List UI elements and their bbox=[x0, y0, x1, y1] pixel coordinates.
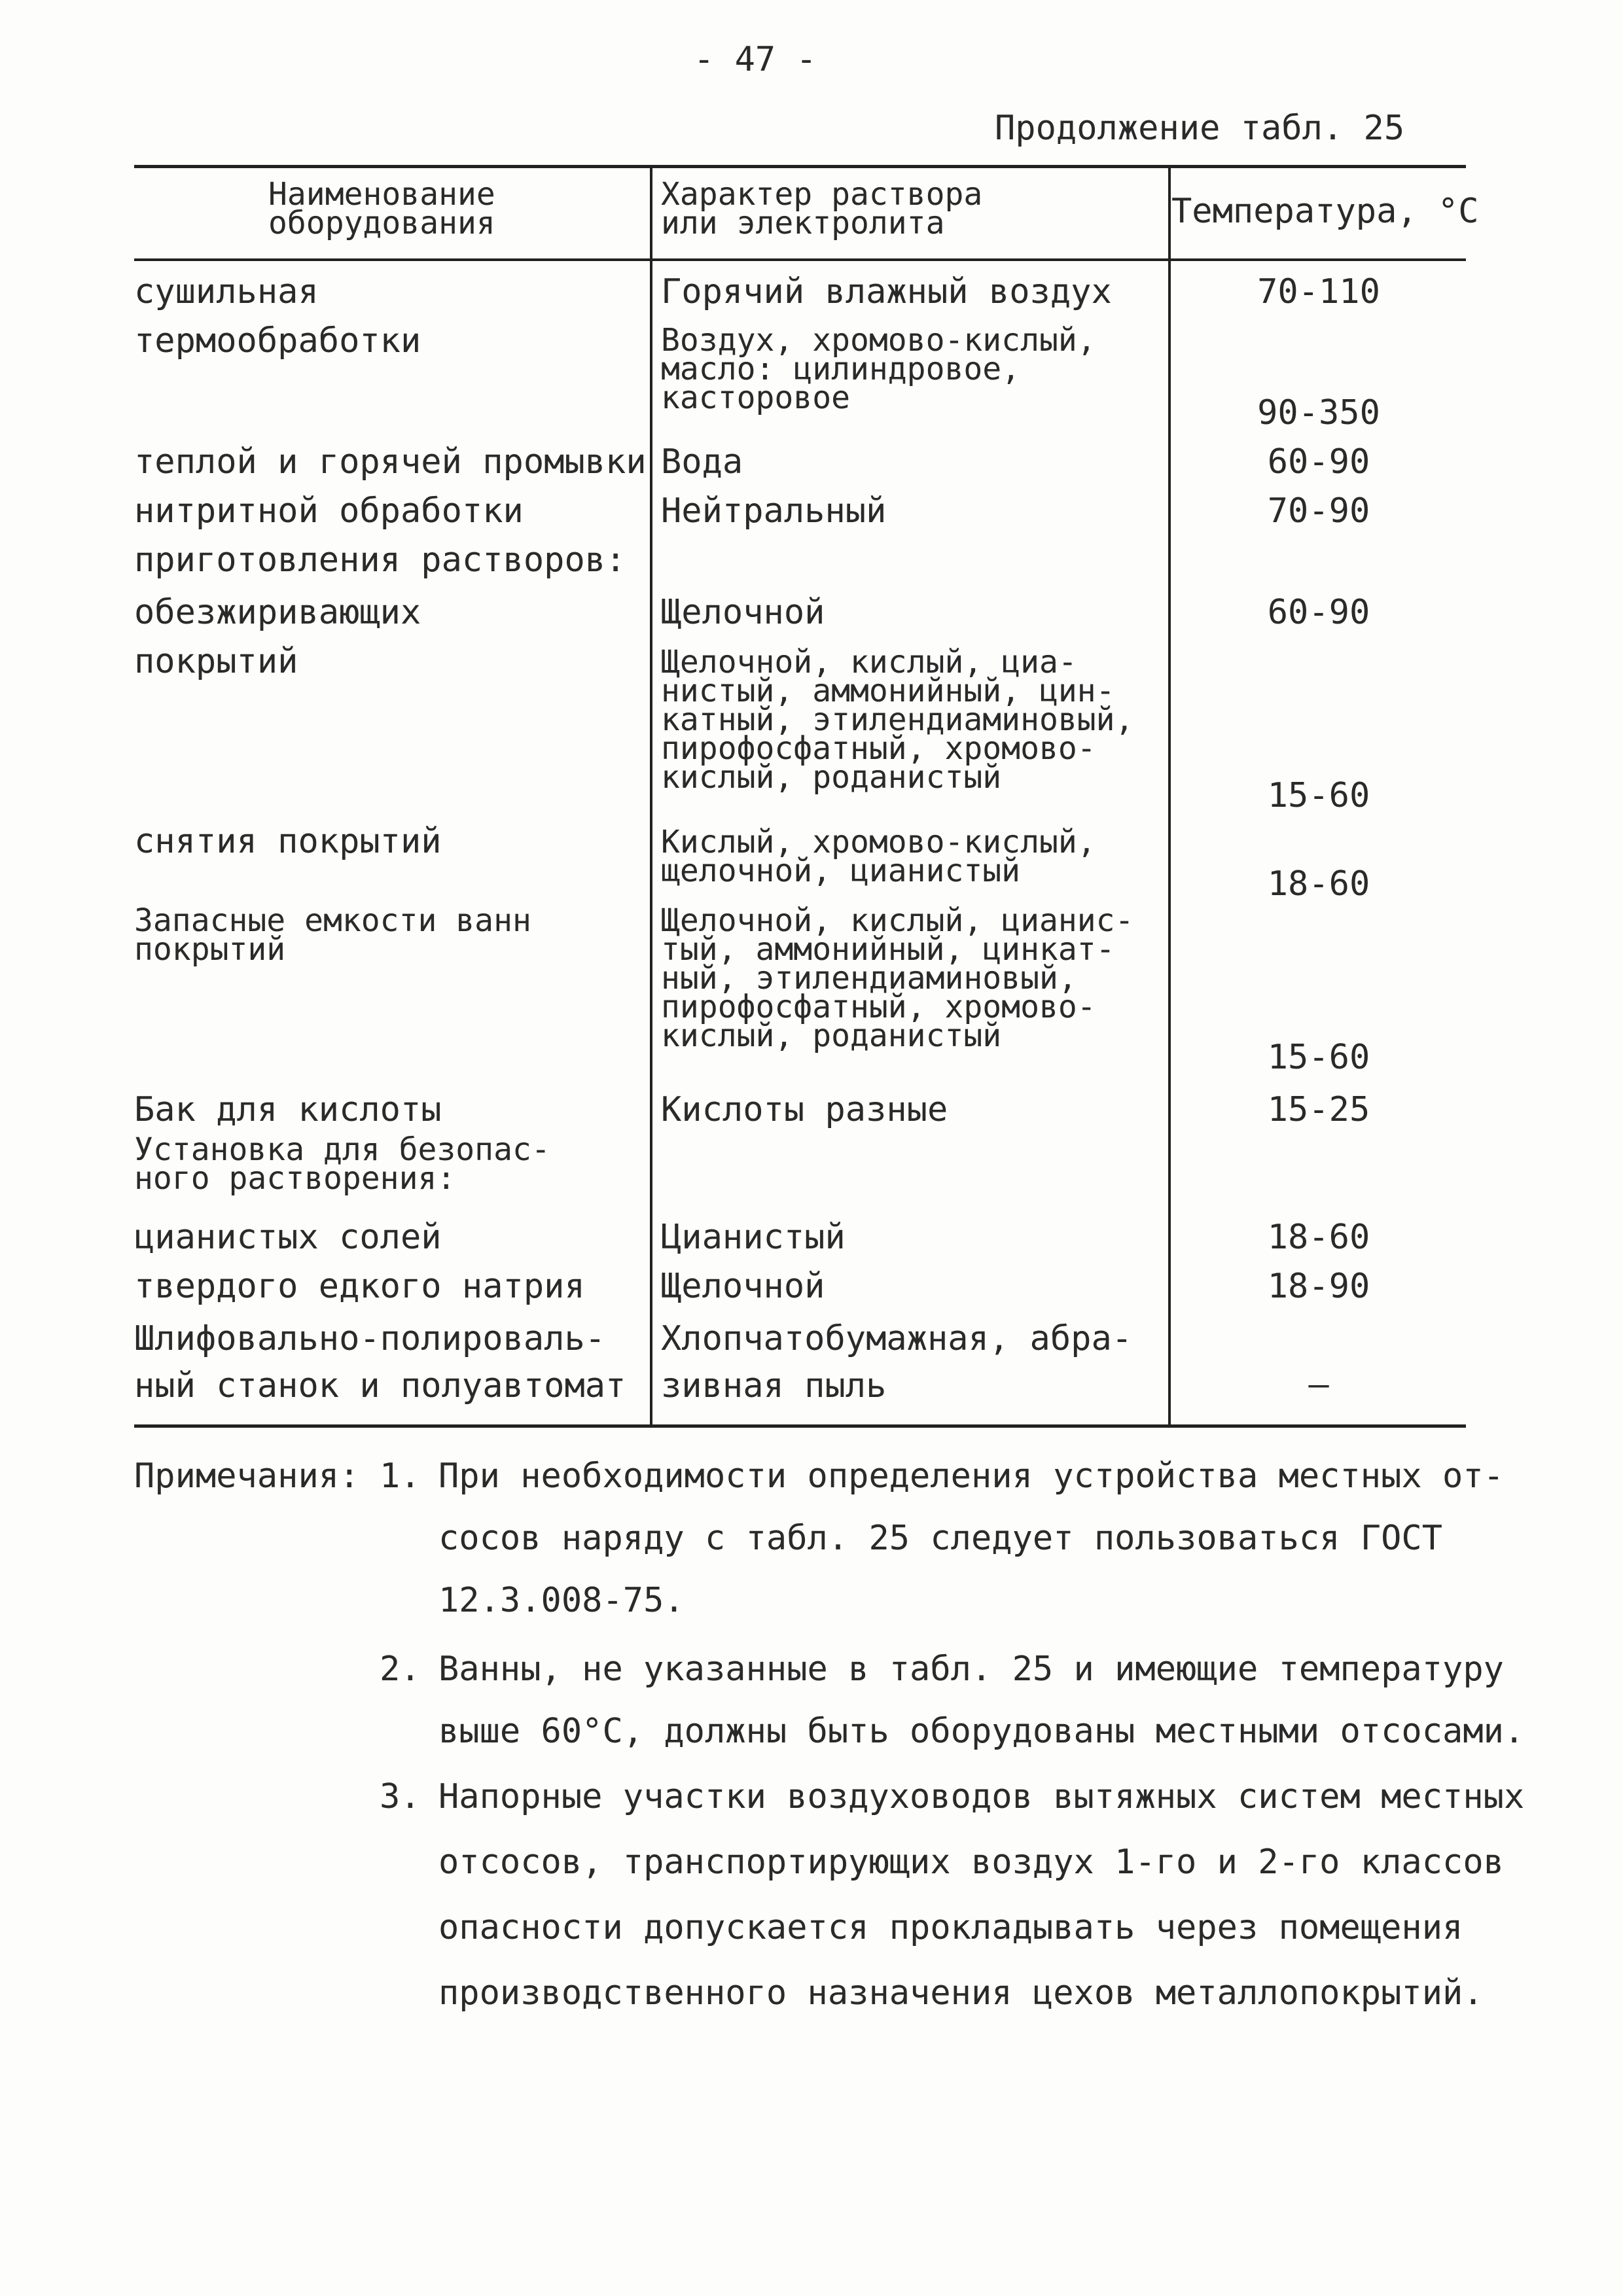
note-number: 3. bbox=[380, 1777, 421, 1816]
row-temperature: 60-90 bbox=[1267, 442, 1370, 482]
note-line: При необходимости определения устройства местных от- bbox=[438, 1457, 1504, 1496]
note-line: 12.3.008-75. bbox=[438, 1581, 685, 1620]
row-equipment: Шлифовально-полироваль- ный станок и полуавтомат bbox=[134, 1319, 626, 1405]
header-solution: Характер раствора или электролита bbox=[661, 176, 983, 241]
row-equipment: термообработки bbox=[134, 321, 421, 361]
table-header-rule bbox=[134, 258, 1466, 261]
note-line: выше 60°С, должны быть оборудованы местными отсосами. bbox=[438, 1712, 1525, 1751]
table-column-divider-2 bbox=[1168, 165, 1171, 1426]
note-line: Ванны, не указанные в табл. 25 и имеющие температуру bbox=[438, 1650, 1504, 1689]
row-temperature: 60-90 bbox=[1267, 593, 1370, 632]
table-column-divider-1 bbox=[650, 165, 652, 1426]
row-solution: Хлопчатобумажная, абра- зивная пыль bbox=[661, 1319, 1133, 1405]
note-number: 2. bbox=[380, 1650, 421, 1689]
note-number: 1. bbox=[380, 1457, 421, 1496]
header-equipment: Наименование оборудования bbox=[268, 176, 495, 241]
row-equipment: цианистых солей bbox=[134, 1218, 442, 1257]
table-top-rule bbox=[134, 165, 1466, 168]
row-temperature: 70-110 bbox=[1257, 272, 1380, 311]
note-line: опасности допускается прокладывать через помещения bbox=[438, 1908, 1463, 1947]
row-temperature: 90-350 bbox=[1257, 393, 1380, 433]
row-equipment: обезжиривающих bbox=[134, 593, 421, 632]
row-equipment: покрытий bbox=[134, 642, 298, 681]
row-temperature: 18-60 bbox=[1267, 1218, 1370, 1257]
row-temperature: – bbox=[1308, 1365, 1329, 1404]
row-equipment: Бак для кислоты bbox=[134, 1090, 442, 1129]
note-line: сосов наряду с табл. 25 следует пользоваться ГОСТ bbox=[438, 1519, 1443, 1558]
header-temperature: Температура, °С bbox=[1171, 192, 1479, 231]
row-temperature: 15-60 bbox=[1267, 1038, 1370, 1077]
row-solution: Щелочной bbox=[661, 593, 825, 632]
notes-label: Примечания: bbox=[134, 1457, 360, 1496]
row-equipment: сушильная bbox=[134, 272, 319, 311]
note-line: отсосов, транспортирующих воздух 1-го и 2-го классов bbox=[438, 1843, 1504, 1882]
row-solution: Щелочной, кислый, циа- нистый, аммонийный, цин- катный, этилендиаминовый, пирофосфатный, хромово- кислый, роданистый bbox=[661, 644, 1134, 796]
row-solution: Вода bbox=[661, 442, 743, 482]
row-equipment: нитритной обработки bbox=[134, 491, 524, 531]
row-equipment: Запасные емкости ванн покрытий bbox=[134, 902, 531, 968]
row-temperature: 70-90 bbox=[1267, 491, 1370, 531]
row-temperature: 15-25 bbox=[1267, 1090, 1370, 1129]
note-line: производственного назначения цехов металлопокрытий. bbox=[438, 1973, 1484, 2013]
row-equipment: Установка для безопас- ного растворения: bbox=[134, 1131, 550, 1197]
table-bottom-rule bbox=[134, 1424, 1466, 1428]
row-equipment: снятия покрытий bbox=[134, 822, 442, 861]
row-solution: Нейтральный bbox=[661, 491, 887, 531]
row-temperature: 18-90 bbox=[1267, 1267, 1370, 1306]
note-line: Напорные участки воздуховодов вытяжных систем местных bbox=[438, 1777, 1525, 1816]
page-number: - 47 - bbox=[694, 40, 817, 79]
row-temperature: 15-60 bbox=[1267, 776, 1370, 815]
row-temperature: 18-60 bbox=[1267, 864, 1370, 904]
row-solution: Воздух, хромово-кислый, масло: цилиндровое, касторовое bbox=[661, 322, 1096, 416]
row-equipment: теплой и горячей промывки bbox=[134, 442, 647, 482]
row-equipment: твердого едкого натрия bbox=[134, 1267, 585, 1306]
row-solution: Кислоты разные bbox=[661, 1090, 948, 1129]
table-caption: Продолжение табл. 25 bbox=[995, 109, 1405, 148]
row-equipment: приготовления растворов: bbox=[134, 540, 626, 580]
row-solution: Горячий влажный воздух bbox=[661, 272, 1112, 311]
row-solution: Щелочной, кислый, цианис- тый, аммонийный, цинкат- ный, этилендиаминовый, пирофосфатный, хромово- кислый, роданистый bbox=[661, 902, 1134, 1054]
row-solution: Щелочной bbox=[661, 1267, 825, 1306]
row-solution: Кислый, хромово-кислый, щелочной, цианистый bbox=[661, 824, 1096, 889]
row-solution: Цианистый bbox=[661, 1218, 846, 1257]
